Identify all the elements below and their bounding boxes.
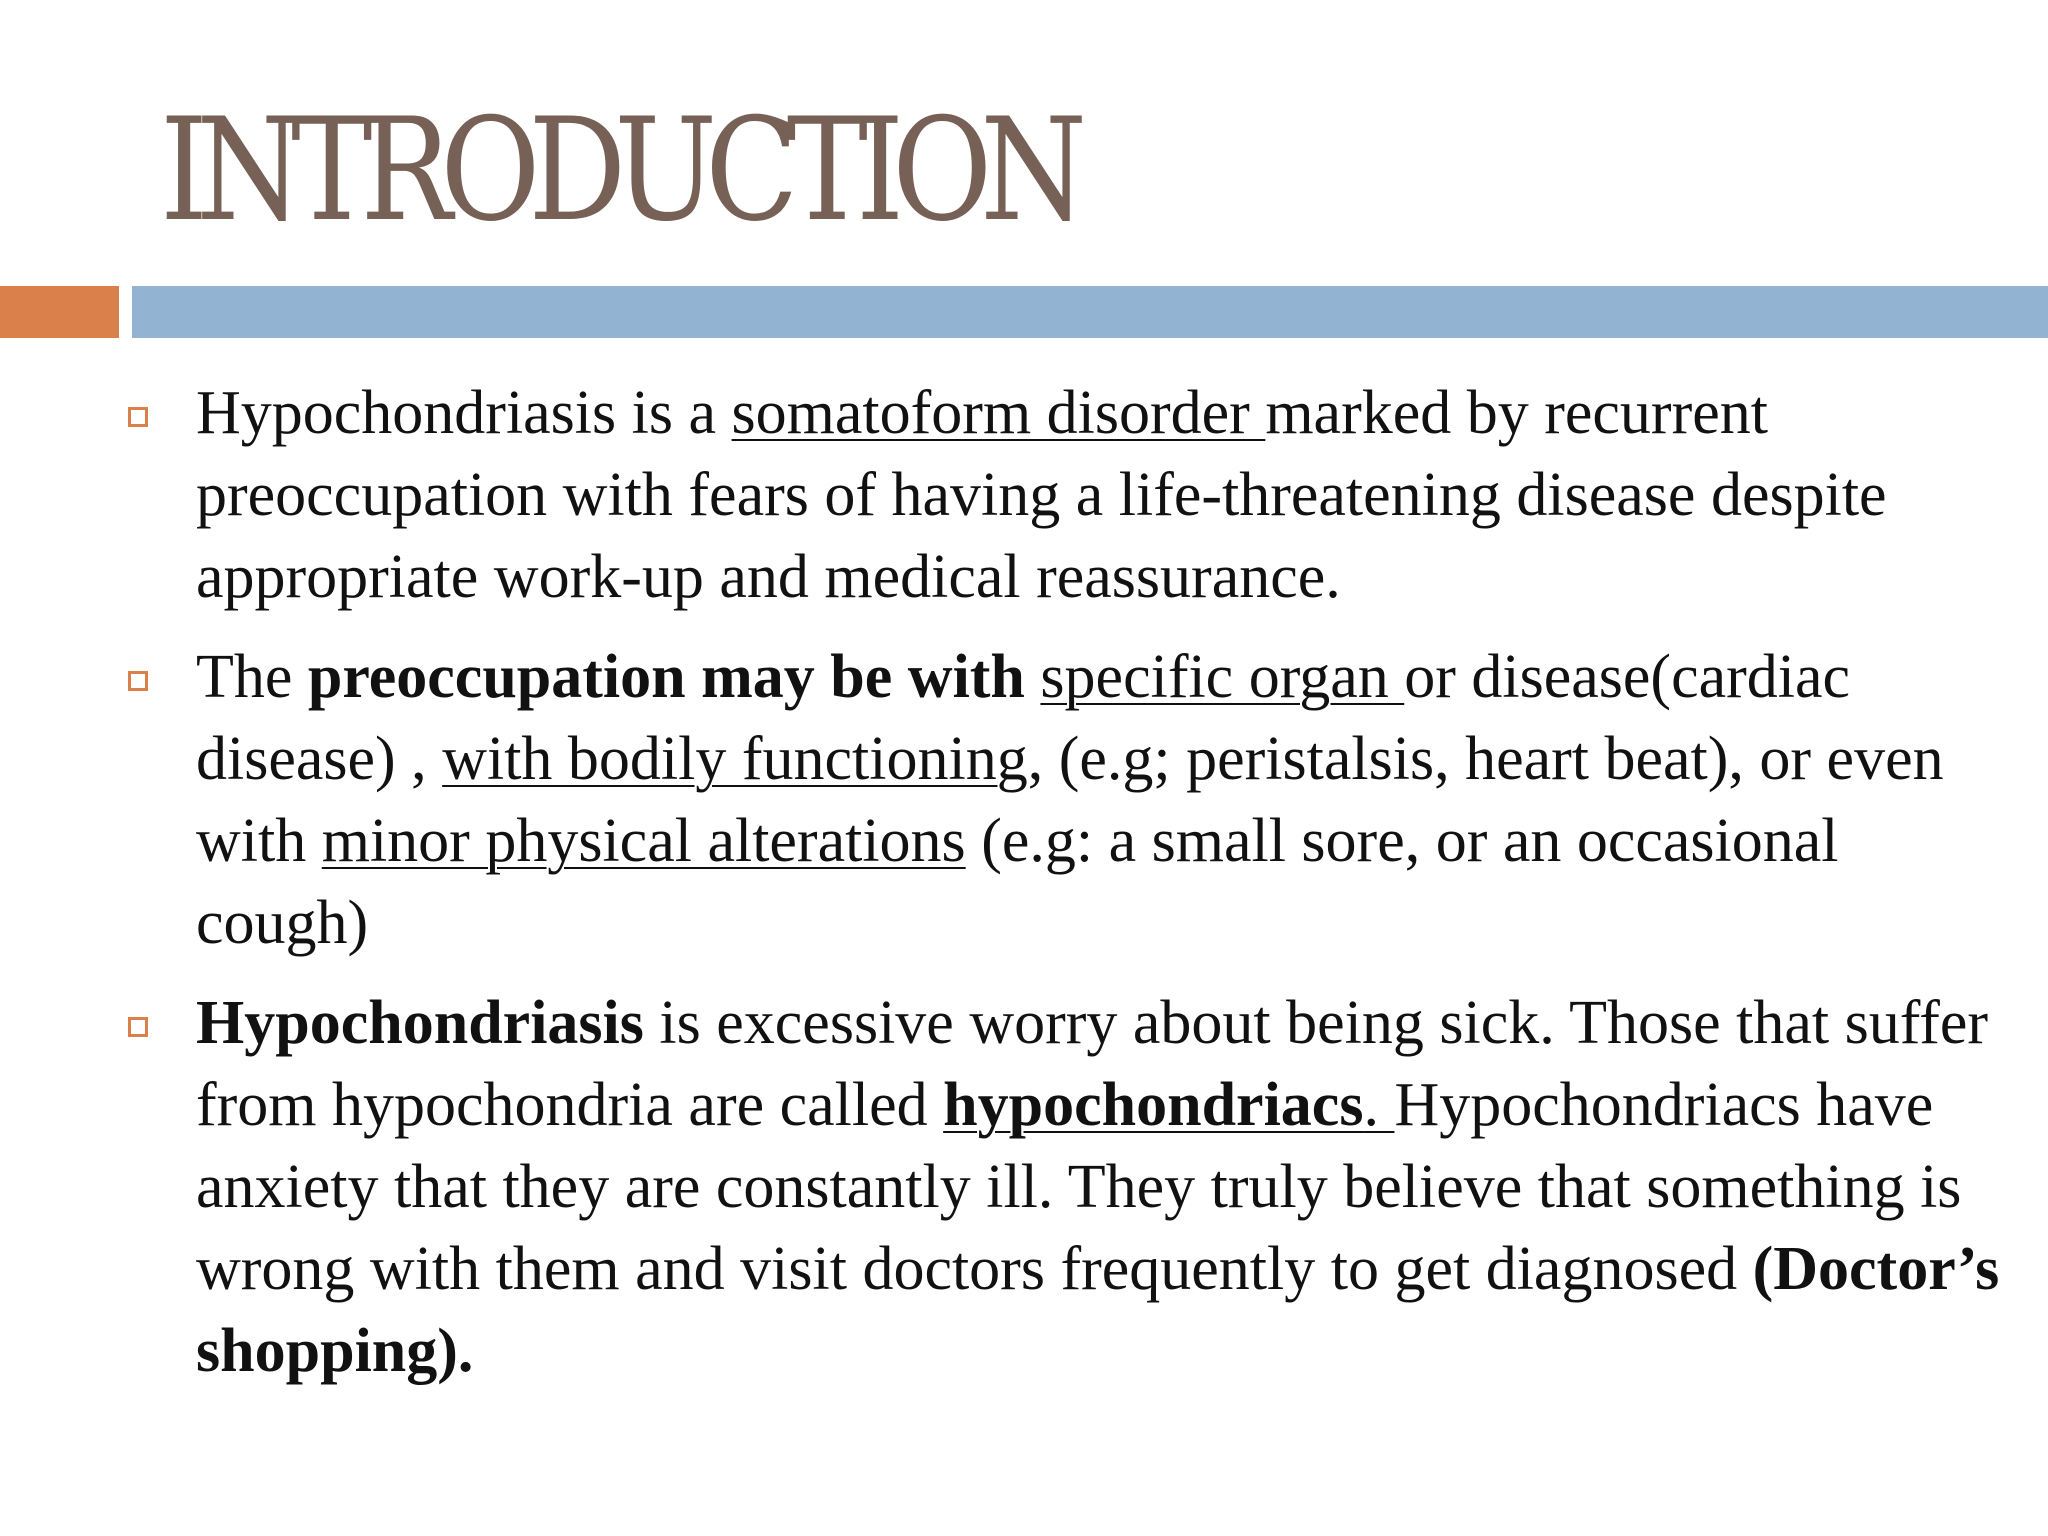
accent-bar-orange: [0, 286, 119, 338]
emphasis-hypochondriasis: Hypochondriasis: [196, 989, 644, 1057]
square-bullet-icon: [128, 671, 148, 691]
emphasis-doctors-shopping: (Doctor’s shopping).: [196, 1235, 2000, 1385]
bullet-item-definition: [124, 372, 2004, 618]
slide-title: INTRODUCTION: [160, 88, 1076, 253]
term-hypochondriacs: hypochondriacs: [943, 1071, 1364, 1139]
square-bullet-icon: [128, 1017, 148, 1037]
bullet-text: .: [1363, 1071, 1395, 1139]
bullet-text: (e.g: a small sore, or an occasional cough): [196, 807, 1839, 957]
bullet-list: [124, 372, 2004, 1410]
bullet-item-preoccupation: [124, 636, 2004, 964]
bullet-text: [1025, 643, 1041, 711]
bullet-text: Hypochondriasis is a: [196, 379, 732, 447]
bullet-text: Hypochondriacs have anxiety that they are constantly ill. They truly believe that something is wrong with them and visit doctors frequently to get diagnosed: [196, 1071, 1962, 1303]
term-minor-physical-alterations: minor physical alterations: [321, 807, 966, 875]
term-specific-organ: specific organ: [1040, 643, 1405, 711]
bullet-text: or disease(cardiac disease) ,: [196, 643, 1851, 793]
bullet-text: , (e.g; peristalsis, heart beat), or even with: [196, 725, 1944, 875]
bullet-text: is excessive worry about being sick. Those that suffer from hypochondria are called: [196, 989, 1989, 1139]
bullet-item-excessive-worry: [124, 982, 2004, 1392]
term-bodily-functioning: with bodily functioning: [442, 725, 1028, 793]
square-bullet-icon: [128, 407, 148, 427]
accent-bar-blue: [132, 286, 2048, 338]
emphasis-preoccupation: preoccupation may be with: [307, 643, 1025, 711]
bullet-text: marked by recurrent preoccupation with fears of having a life-threatening disease despite appropriate work-up and medical reassurance.: [196, 379, 1887, 611]
bullet-text: The: [196, 643, 308, 711]
term-somatoform-disorder: somatoform disorder: [731, 379, 1266, 447]
